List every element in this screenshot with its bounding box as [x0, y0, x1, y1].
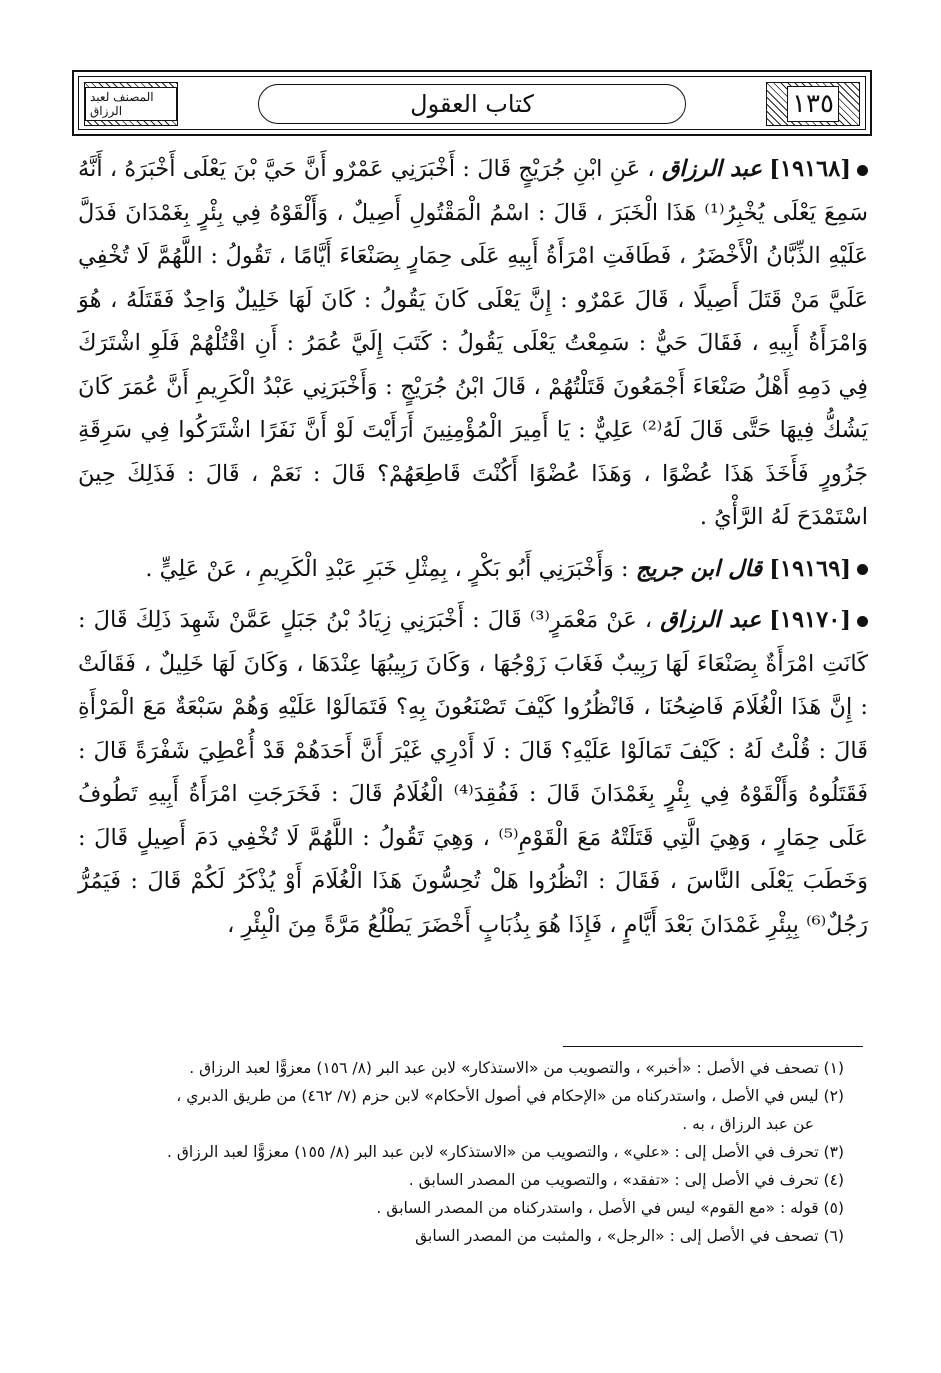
hadith-text: ، عَنِ ابْنِ جُرَيْجٍ قَالَ : أَخْبَرَنِي عَمْرٌو أَنَّ حَيَّ بْنَ يَعْلَى أَخْبَرَهُ ، أَنَّهُ سَمِعَ يَعْلَى يُخْبِرُ⁽¹⁾ هَذَا الْخَبَرَ ، قَالَ : اسْمُ الْمَقْتُولِ أَصِيلٌ ، وَأَلْقَوْهُ فِي بِئْرٍ بِغَمْدَانَ فَدَلَّ عَلَيْهِ الذِّبَّانُ الْأَخْضَرُ ، فَطَافَتِ امْرَأَةُ أَبِيهِ عَلَى حِمَارٍ بِصَنْعَاءَ أَيَّامًا ، تَقُولُ : اللَّهُمَّ لَا تُخْفِي عَلَيَّ مَنْ قَتَلَ أَصِيلًا ، قَالَ عَمْرٌو : إِنَّ يَعْلَى كَانَ يَقُولُ : كَانَ لَهَا خَلِيلٌ وَاحِدٌ فَقَتَلَهُ ، هُوَ وَامْرَأَةُ أَبِيهِ ، فَقَالَ حَيٌّ : سَمِعْتُ يَعْلَى يَقُولُ : كَتَبَ إِلَيَّ عُمَرُ : أَنِ اقْتُلْهُمْ فَلَوِ اشْتَرَكَ فِي دَمِهِ أَهْلُ صَنْعَاءَ أَجْمَعُونَ قَتَلْتُهُمْ ، قَالَ ابْنُ جُرَيْجٍ : وَأَخْبَرَنِي عَبْدُ الْكَرِيمِ أَنَّ عُمَرَ كَانَ يَشُكُّ فِيهَا حَتَّى قَالَ لَهُ⁽²⁾ عَلِيٌّ : يَا أَمِيرَ الْمُؤْمِنِينَ أَرَأَيْتَ لَوْ أَنَّ نَفَرًا اشْتَرَكُوا فِي سَرِقَةِ جَزُورٍ فَأَخَذَ هَذَا عُضْوًا ، وَهَذَا عُضْوًا أَكُنْتَ قَاطِعَهُمْ؟ قَالَ : نَعَمْ ، قَالَ : فَذَلِكَ حِينَ اسْتَمْدَحَ لَهُ الرَّأْيُ .	[78, 156, 868, 530]
hadith-paragraph	[78, 548, 868, 592]
hadith-number: [١٩١٧٠]	[769, 607, 851, 633]
footnote: (٦) تصحف في الأصل إلى : «الرجل» ، والمثبت من المصدر السابق	[415, 1227, 844, 1245]
chapter-title: كتاب العقول	[410, 90, 534, 118]
hadith-paragraph	[78, 599, 868, 947]
narrator-name: قال ابن جريج	[635, 555, 763, 582]
footnote-continuation: عن عبد الرزاق ، به .	[682, 1115, 814, 1133]
hadith-text: ، عَنْ مَعْمَرٍ⁽³⁾ قَالَ : أَخْبَرَنِي زِيَادُ بْنُ جَبَلٍ عَمَّنْ شَهِدَ ذَلِكَ قَالَ : كَانَتِ امْرَأَةٌ بِصَنْعَاءَ لَهَا رَبِيبٌ فَغَابَ زَوْجُهَا ، وَكَانَ رَبِيبُهَا عِنْدَهَا ، وَكَانَ لَهَا خَلِيلٌ ، فَقَالَتْ : إِنَّ هَذَا الْغُلَامَ فَاضِحُنَا ، فَانْظُرُوا كَيْفَ تَصْنَعُونَ بِهِ؟ فَتَمَالَوْا عَلَيْهِ وَهُمْ سَبْعَةٌ مَعَ الْمَرْأَةِ قَالَ : قُلْتُ لَهُ : كَيْفَ تَمَالَوْا عَلَيْهِ؟ قَالَ : لَا أَدْرِي غَيْرَ أَنَّ أَحَدَهُمْ قَدْ أُعْطِيَ شَفْرَةً قَالَ : فَقَتَلُوهُ وَأَلْقَوْهُ فِي بِئْرٍ بِغَمْدَانَ قَالَ : فَفُقِدَ⁽⁴⁾ الْغُلَامُ قَالَ : فَخَرَجَتِ امْرَأَةُ أَبِيهِ تَطُوفُ عَلَى حِمَارٍ ، وَهِيَ الَّتِي قَتَلَتْهُ مَعَ الْقَوْمِ⁽⁵⁾ ، وَهِيَ تَقُولُ : اللَّهُمَّ لَا تُخْفِي دَمَ أَصِيلٍ قَالَ : وَخَطَبَ يَعْلَى النَّاسَ ، فَقَالَ : انْظُرُوا هَلْ تُحِسُّونَ هَذَا الْغُلَامَ أَوْ يُذْكَرُ لَكُمْ قَالَ : فَيَمُرُّ رَجُلٌ⁽⁶⁾ بِبِئْرِ غَمْدَانَ بَعْدَ أَيَّامٍ ، فَإِذَا هُوَ بِذُبَابٍ أَخْضَرَ يَطْلُعُ مَرَّةً مِنَ الْبِئْرِ ،	[78, 607, 869, 938]
footnote: (٤) تحرف في الأصل إلى : «تفقد» ، والتصويب من المصدر السابق .	[408, 1171, 844, 1189]
narrator-name: عبد الرزاق	[660, 607, 762, 633]
page-number-ornament	[766, 82, 860, 126]
footnotes	[78, 1054, 844, 1250]
bullet-icon	[857, 165, 868, 176]
publisher-seal-ornament	[84, 82, 178, 126]
footnote: (٥) قوله : «مع القوم» ليس في الأصل ، واستدركناه من المصدر السابق .	[376, 1199, 844, 1217]
publisher-seal: المصنف لعبد الرزاق	[85, 87, 177, 121]
bullet-icon	[857, 564, 868, 575]
hadith-number: [١٩١٦٩]	[769, 555, 851, 582]
bullet-icon	[857, 616, 868, 627]
footnote-divider	[563, 1046, 863, 1047]
hadith-text: : وَأَخْبَرَنِي أَبُو بَكْرٍ ، بِمِثْلِ خَبَرِ عَبْدِ الْكَرِيمِ ، عَنْ عَلِيٍّ .	[145, 555, 629, 582]
page-header	[72, 70, 872, 136]
page-number: ١٣٥	[787, 86, 839, 122]
hadith-number: [١٩١٦٨]	[769, 156, 851, 182]
title-banner	[258, 84, 686, 124]
footnote: (٢) ليس في الأصل ، واستدركناه من «الإحكام في أصول الأحكام» لابن حزم (٧/ ٤٦٢) من طريق الدبري ،	[176, 1087, 844, 1105]
narrator-name: عبد الرزاق	[661, 156, 762, 182]
footnote: (٣) تحرف في الأصل إلى : «علي» ، والتصويب من «الاستذكار» لابن عبد البر (٨/ ١٥٥) معزوًّا لعبد الرزاق .	[167, 1143, 844, 1161]
main-text	[78, 148, 868, 947]
hadith-paragraph	[78, 148, 868, 540]
footnote: (١) تصحف في الأصل : «أخبر» ، والتصويب من «الاستذكار» لابن عبد البر (٨/ ١٥٦) معزوًّا لعبد الرزاق .	[189, 1059, 844, 1077]
